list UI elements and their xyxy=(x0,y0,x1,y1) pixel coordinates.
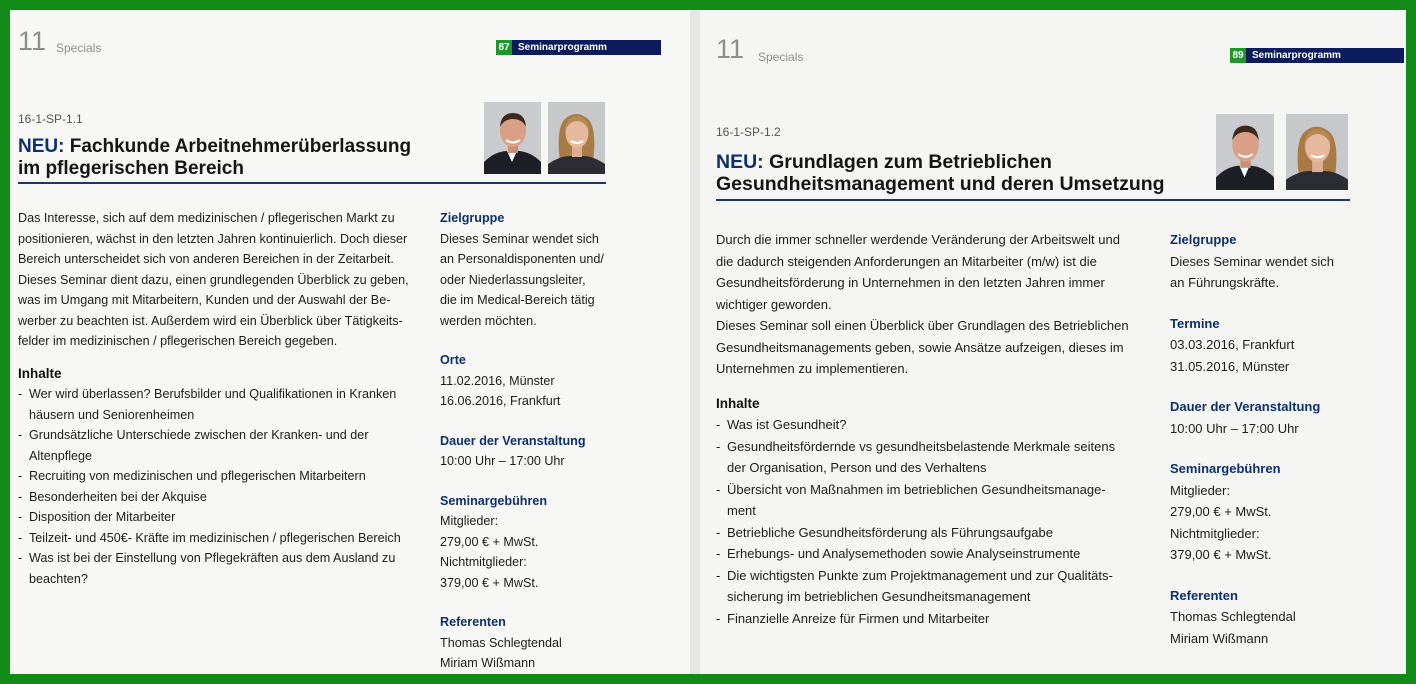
list-item-line: - Die wichtigsten Punkte zum Projektmanagement und zur Qualitäts- xyxy=(727,567,1113,583)
intro-line: Durch die immer schneller werdende Veränderung der Arbeitswelt und xyxy=(716,232,1120,247)
title-divider xyxy=(18,182,606,184)
fees-heading: Seminargebühren xyxy=(440,493,548,508)
list-item-line: - Finanzielle Anreize für Firmen und Mitarbeiter xyxy=(727,610,990,626)
target-line: werden möchten. xyxy=(440,313,537,328)
list-item xyxy=(716,543,1156,565)
target-line: die im Medical-Bereich tätig xyxy=(440,293,595,307)
contents-list xyxy=(716,414,1156,629)
chapter-number: 11 xyxy=(18,26,47,56)
speaker-name: Miriam Wißmann xyxy=(440,656,536,670)
seminar-sidebar xyxy=(1170,229,1370,668)
target-text xyxy=(1170,251,1370,294)
dates-heading: Termine xyxy=(1170,315,1220,331)
list-item-line: ment xyxy=(727,503,756,518)
section-badge xyxy=(496,40,661,55)
section-badge xyxy=(1230,48,1404,63)
speaker-name: Miriam Wißmann xyxy=(1170,630,1269,646)
date-line: 31.05.2016, Münster xyxy=(1170,358,1290,374)
list-item xyxy=(716,608,1156,630)
intro-line: Gesundheitsmanagements geben, sowie Ansätze aufzeigen, dieses im xyxy=(716,339,1124,355)
seminar-title xyxy=(18,136,488,180)
intro-line: felder im medizinischen / pflegerischen Bereich gegeben. xyxy=(18,334,338,348)
list-item xyxy=(716,522,1156,544)
duration-heading: Dauer der Veranstaltung xyxy=(440,433,586,448)
list-item-line: - Was ist Gesundheit? xyxy=(727,417,847,432)
speaker-photo-female xyxy=(548,102,605,174)
list-item xyxy=(18,466,428,487)
fees-text xyxy=(440,511,630,593)
contents-list xyxy=(18,384,428,589)
intro-text xyxy=(18,208,428,352)
intro-line: positionieren, wächst in den letzten Jahren kontinuierlich. Doch dieser xyxy=(18,231,408,246)
list-item xyxy=(18,528,428,549)
target-text xyxy=(440,229,630,332)
intro-line: Das Interesse, sich auf dem medizinischen / pflegerischen Markt zu xyxy=(18,211,395,225)
dates-text xyxy=(1170,334,1370,377)
list-item-line: - Übersicht von Maßnahmen im betrieblichen Gesundheitsmanage- xyxy=(727,481,1106,497)
document-frame xyxy=(10,10,1406,674)
title-line-2: Gesundheitsmanagement und deren Umsetzung xyxy=(716,173,1165,195)
chapter-label: Specials xyxy=(56,41,102,55)
list-item xyxy=(716,436,1156,479)
intro-line: was im Umgang mit Mitarbeitern, Kunden und der Auswahl der Be- xyxy=(18,293,391,307)
fee-line: Mitglieder: xyxy=(440,514,499,528)
speaker-photo-female xyxy=(1286,114,1348,190)
list-item-line: - Was ist bei der Einstellung von Pflegekräften aus dem Ausland zu xyxy=(29,551,396,565)
title-prefix: NEU: xyxy=(716,151,764,173)
fee-line: Mitglieder: xyxy=(1170,482,1230,498)
target-line: an Personaldisponenten und/ xyxy=(440,252,604,266)
target-line: Dieses Seminar wendet sich xyxy=(1170,253,1335,269)
target-heading: Zielgruppe xyxy=(1170,232,1237,247)
speaker-name: Thomas Schlegtendal xyxy=(1170,609,1296,624)
badge-page-number: 87 xyxy=(496,40,512,55)
list-item xyxy=(18,425,428,466)
fee-line: 279,00 € + MwSt. xyxy=(440,534,539,549)
list-item xyxy=(716,479,1156,522)
intro-line: die dadurch steigenden Anforderungen an Mitarbeiter (m/w) ist die xyxy=(716,253,1097,269)
seminar-description xyxy=(716,229,1156,629)
list-item xyxy=(716,414,1156,436)
speakers-heading: Referenten xyxy=(1170,587,1238,603)
seminar-code: 16-1-SP-1.1 xyxy=(18,112,83,126)
badge-page-number: 89 xyxy=(1230,48,1246,63)
fees-heading: Seminargebühren xyxy=(1170,461,1281,476)
title-divider xyxy=(716,199,1350,201)
seminar-description xyxy=(18,208,428,589)
list-item-line: - Recruiting von medizinischen und pflegerischen Mitarbeitern xyxy=(29,469,366,483)
fee-line: 279,00 € + MwSt. xyxy=(1170,504,1272,519)
intro-line: Dieses Seminar soll einen Überblick über Grundlagen des Betrieblichen xyxy=(716,318,1129,333)
intro-text xyxy=(716,229,1156,380)
right-page xyxy=(700,10,1406,674)
list-item xyxy=(18,487,428,508)
speaker-photo-male xyxy=(1216,114,1274,190)
list-item-line: - Grundsätzliche Unterschiede zwischen der Kranken- und der Altenpflege xyxy=(29,428,369,463)
title-line-2: im pflegerischen Bereich xyxy=(18,158,244,179)
target-line: Dieses Seminar wendet sich xyxy=(440,231,599,246)
title-prefix: NEU: xyxy=(18,136,65,157)
contents-heading: Inhalte xyxy=(18,365,62,381)
list-item-line: - Betriebliche Gesundheitsförderung als Führungsaufgabe xyxy=(727,524,1053,540)
page-gutter xyxy=(690,10,700,674)
intro-line: Bereich unterscheidet sich von anderen Bereichen in der Zeitarbeit. xyxy=(18,252,394,266)
left-page xyxy=(10,10,690,674)
badge-label: Seminarprogramm xyxy=(518,42,607,53)
date-line: 03.03.2016, Frankfurt xyxy=(1170,337,1295,352)
seminar-title xyxy=(716,151,1206,195)
fee-line: Nichtmitglieder: xyxy=(1170,525,1260,541)
fee-line: 379,00 € + MwSt. xyxy=(440,575,539,590)
contents-heading: Inhalte xyxy=(716,395,760,411)
list-item-line: sicherung im betrieblichen Gesundheitsmanagement xyxy=(727,589,1031,604)
list-item-line: - Teilzeit- und 450€- Kräfte im medizinischen / pflegerischen Bereich xyxy=(29,530,401,545)
target-line: oder Niederlassungsleiter, xyxy=(440,272,586,287)
list-item-line: - Wer wird überlassen? Berufsbilder und Qualifikationen in Kranken xyxy=(29,387,397,401)
list-item xyxy=(18,507,428,528)
duration-text: 10:00 Uhr – 17:00 Uhr xyxy=(1170,420,1299,436)
title-line-1: Grundlagen zum Betrieblichen xyxy=(769,151,1052,173)
places-heading: Orte xyxy=(440,353,466,367)
duration-heading: Dauer der Veranstaltung xyxy=(1170,399,1321,414)
places-text xyxy=(440,371,630,412)
list-item-line: - Gesundheitsfördernde vs gesundheitsbelastende Merkmale seitens xyxy=(727,438,1116,454)
speakers-text xyxy=(440,633,630,674)
list-item-line: beachten? xyxy=(29,571,88,586)
intro-line: wichtiger geworden. xyxy=(716,296,832,312)
badge-label: Seminarprogramm xyxy=(1252,50,1341,61)
speaker-photo-male xyxy=(484,102,541,174)
chapter-label: Specials xyxy=(758,50,804,64)
speakers-heading: Referenten xyxy=(440,615,506,629)
list-item-line: - Disposition der Mitarbeiter xyxy=(29,510,176,524)
seminar-code: 16-1-SP-1.2 xyxy=(716,125,781,139)
intro-line: Unternehmen zu implementieren. xyxy=(716,361,909,376)
list-item-line: - Erhebungs- und Analysemethoden sowie Analyseinstrumente xyxy=(727,546,1081,561)
list-item xyxy=(716,565,1156,608)
fees-text xyxy=(1170,480,1370,566)
target-heading: Zielgruppe xyxy=(440,211,505,225)
speaker-name: Thomas Schlegtendal xyxy=(440,635,562,650)
intro-line: werber zu beachten ist. Außerdem wird ein Überblick über Tätigkeits- xyxy=(18,313,403,328)
list-item-line: - Besonderheiten bei der Akquise xyxy=(29,489,207,504)
intro-line: Gesundheitsförderung in Unternehmen in den letzten Jahren immer xyxy=(716,275,1105,290)
seminar-sidebar xyxy=(440,208,630,674)
list-item-line: häusern und Seniorenheimen xyxy=(29,407,195,422)
list-item-line: der Organisation, Person und des Verhaltens xyxy=(727,460,987,475)
duration-text: 10:00 Uhr – 17:00 Uhr xyxy=(440,454,565,468)
list-item xyxy=(18,548,428,589)
place-line: 16.06.2016, Frankfurt xyxy=(440,394,561,408)
title-line-1: Fachkunde Arbeitnehmerüberlassung xyxy=(69,136,412,157)
list-item xyxy=(18,384,428,425)
target-line: an Führungskräfte. xyxy=(1170,275,1280,290)
place-line: 11.02.2016, Münster xyxy=(440,373,555,388)
fee-line: Nichtmitglieder: xyxy=(440,555,527,569)
speakers-text xyxy=(1170,606,1370,649)
fee-line: 379,00 € + MwSt. xyxy=(1170,547,1272,562)
chapter-number: 11 xyxy=(716,34,745,64)
intro-line: Dieses Seminar dient dazu, einen grundlegenden Überblick zu geben, xyxy=(18,272,409,287)
